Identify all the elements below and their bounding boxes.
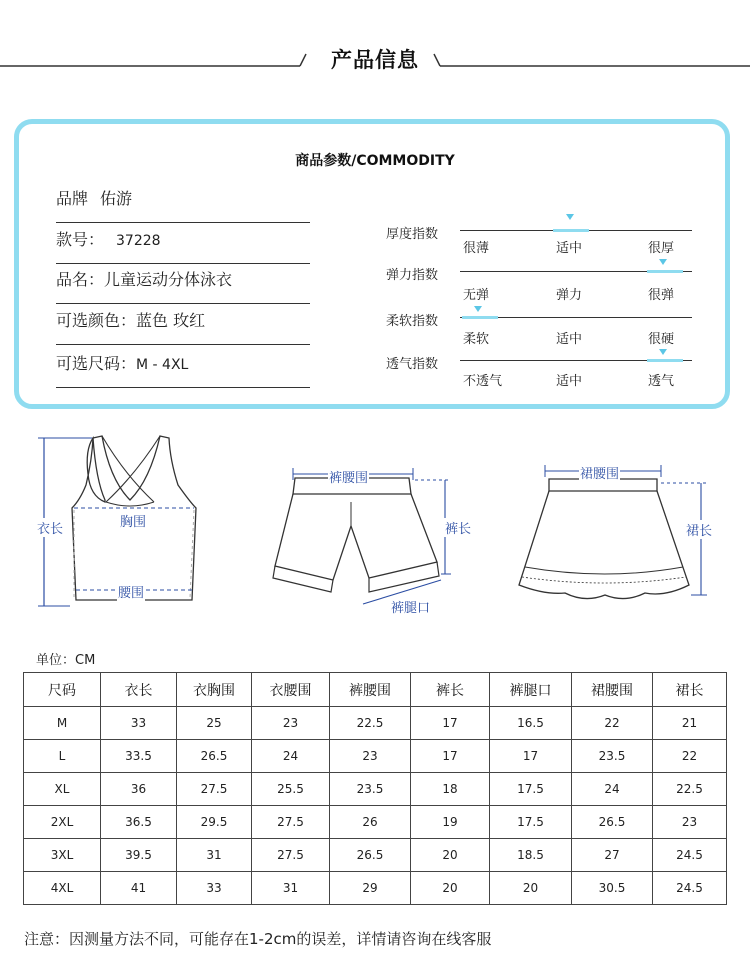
shorts-length-label: 裤长 <box>444 518 472 537</box>
table-cell: 18 <box>411 773 490 806</box>
table-cell: 24 <box>252 740 330 773</box>
table-cell: 21 <box>653 707 727 740</box>
shorts-leg-opening-label: 裤腿口 <box>390 597 431 616</box>
info-value: M - 4XL <box>136 357 189 373</box>
table-cell: 17 <box>411 707 490 740</box>
table-row <box>24 872 727 905</box>
table-cell: 17.5 <box>490 806 572 839</box>
table-cell: 22.5 <box>653 773 727 806</box>
table-cell: 26 <box>330 806 411 839</box>
column-header: 裤腿口 <box>490 673 572 707</box>
info-label: 可选尺码： <box>56 354 137 373</box>
table-cell: 23 <box>252 707 330 740</box>
info-row-product-name <box>56 265 310 304</box>
table-cell: 23 <box>653 806 727 839</box>
table-cell: XL <box>24 773 101 806</box>
top-chest-label: 胸围 <box>119 511 147 530</box>
elasticity-option: 很弹 <box>648 288 675 303</box>
info-row-sizes <box>56 349 310 388</box>
skirt-length-label: 裙长 <box>685 520 713 539</box>
info-row-colors <box>56 306 310 345</box>
table-cell: 24 <box>572 773 653 806</box>
info-value: 儿童运动分体泳衣 <box>104 270 233 289</box>
shorts-waist-label: 裤腰围 <box>328 467 369 486</box>
column-header: 衣腰围 <box>252 673 330 707</box>
elasticity-marker-icon <box>659 259 667 265</box>
table-cell: 17 <box>490 740 572 773</box>
elasticity-index-label: 弹力指数 <box>386 268 439 283</box>
table-cell: 20 <box>411 872 490 905</box>
table-cell: 17 <box>411 740 490 773</box>
table-cell: 27.5 <box>177 773 252 806</box>
table-cell: 26.5 <box>572 806 653 839</box>
top-length-label: 衣长 <box>36 518 64 537</box>
table-cell: L <box>24 740 101 773</box>
info-label: 款号： <box>56 230 105 249</box>
table-cell: 41 <box>101 872 177 905</box>
info-row-style-no <box>56 225 310 264</box>
info-value: 佑游 <box>100 189 133 208</box>
table-cell: 3XL <box>24 839 101 872</box>
thickness-option: 很薄 <box>463 241 490 256</box>
table-cell: 29.5 <box>177 806 252 839</box>
table-cell: 33 <box>177 872 252 905</box>
breathability-marker <box>647 359 683 362</box>
thickness-marker-icon <box>566 214 574 220</box>
thickness-option: 很厚 <box>648 241 675 256</box>
table-cell: 25 <box>177 707 252 740</box>
table-cell: 25.5 <box>252 773 330 806</box>
table-cell: 19 <box>411 806 490 839</box>
table-cell: 27 <box>572 839 653 872</box>
info-value: 37228 <box>116 233 161 249</box>
skirt-waist-label: 裙腰围 <box>579 463 620 482</box>
table-cell: 29 <box>330 872 411 905</box>
table-cell: 23 <box>330 740 411 773</box>
softness-option: 很硬 <box>648 332 675 347</box>
column-header: 裤长 <box>411 673 490 707</box>
table-cell: 4XL <box>24 872 101 905</box>
page-title: 产品信息 <box>331 48 419 72</box>
table-cell: 23.5 <box>572 740 653 773</box>
elasticity-marker <box>647 270 683 273</box>
column-header: 裙长 <box>653 673 727 707</box>
commodity-card-title: 商品参数/COMMODITY <box>295 153 455 169</box>
table-cell: 22 <box>572 707 653 740</box>
table-row <box>24 839 727 872</box>
table-cell: 16.5 <box>490 707 572 740</box>
table-cell: 27.5 <box>252 806 330 839</box>
elasticity-option: 无弹 <box>463 288 490 303</box>
breathability-option: 适中 <box>556 374 583 389</box>
table-cell: 33 <box>101 707 177 740</box>
table-cell: 27.5 <box>252 839 330 872</box>
softness-marker-icon <box>474 306 482 312</box>
table-row <box>24 707 727 740</box>
elasticity-option: 弹力 <box>556 288 583 303</box>
unit-label: 单位：CM <box>36 653 96 668</box>
table-cell: 30.5 <box>572 872 653 905</box>
table-cell: 39.5 <box>101 839 177 872</box>
table-row <box>24 806 727 839</box>
table-cell: 22 <box>653 740 727 773</box>
softness-option: 适中 <box>556 332 583 347</box>
column-header: 裤腰围 <box>330 673 411 707</box>
info-label: 可选颜色： <box>56 311 137 330</box>
thickness-index-label: 厚度指数 <box>386 227 439 242</box>
softness-marker <box>462 316 498 319</box>
column-header: 衣胸围 <box>177 673 252 707</box>
table-cell: 31 <box>177 839 252 872</box>
table-cell: 26.5 <box>177 740 252 773</box>
thickness-option: 适中 <box>556 241 583 256</box>
table-cell: 20 <box>490 872 572 905</box>
breathability-option: 透气 <box>648 374 675 389</box>
size-table <box>23 672 727 905</box>
table-row <box>24 773 727 806</box>
table-cell: 23.5 <box>330 773 411 806</box>
table-cell: 18.5 <box>490 839 572 872</box>
column-header: 裙腰围 <box>572 673 653 707</box>
table-row <box>24 740 727 773</box>
table-cell: 20 <box>411 839 490 872</box>
table-cell: M <box>24 707 101 740</box>
thickness-marker <box>553 229 589 232</box>
breathability-marker-icon <box>659 349 667 355</box>
table-header-row <box>24 673 727 707</box>
table-cell: 17.5 <box>490 773 572 806</box>
table-cell: 33.5 <box>101 740 177 773</box>
column-header: 衣长 <box>101 673 177 707</box>
table-cell: 26.5 <box>330 839 411 872</box>
breathability-index-label: 透气指数 <box>386 357 439 372</box>
table-cell: 22.5 <box>330 707 411 740</box>
top-waist-label: 腰围 <box>117 582 145 601</box>
softness-index-label: 柔软指数 <box>386 314 439 329</box>
column-header: 尺码 <box>24 673 101 707</box>
info-row-brand <box>56 184 310 223</box>
table-cell: 31 <box>252 872 330 905</box>
table-cell: 2XL <box>24 806 101 839</box>
breathability-option: 不透气 <box>463 374 503 389</box>
measurement-note: 注意：因测量方法不同，可能存在1-2cm的误差，详情请咨询在线客服 <box>24 930 492 948</box>
info-value: 蓝色 玫红 <box>136 311 206 330</box>
info-label: 品牌 <box>56 189 89 208</box>
table-cell: 36.5 <box>101 806 177 839</box>
table-cell: 24.5 <box>653 839 727 872</box>
info-label: 品名： <box>56 270 105 289</box>
table-cell: 36 <box>101 773 177 806</box>
softness-option: 柔软 <box>463 332 490 347</box>
table-cell: 24.5 <box>653 872 727 905</box>
